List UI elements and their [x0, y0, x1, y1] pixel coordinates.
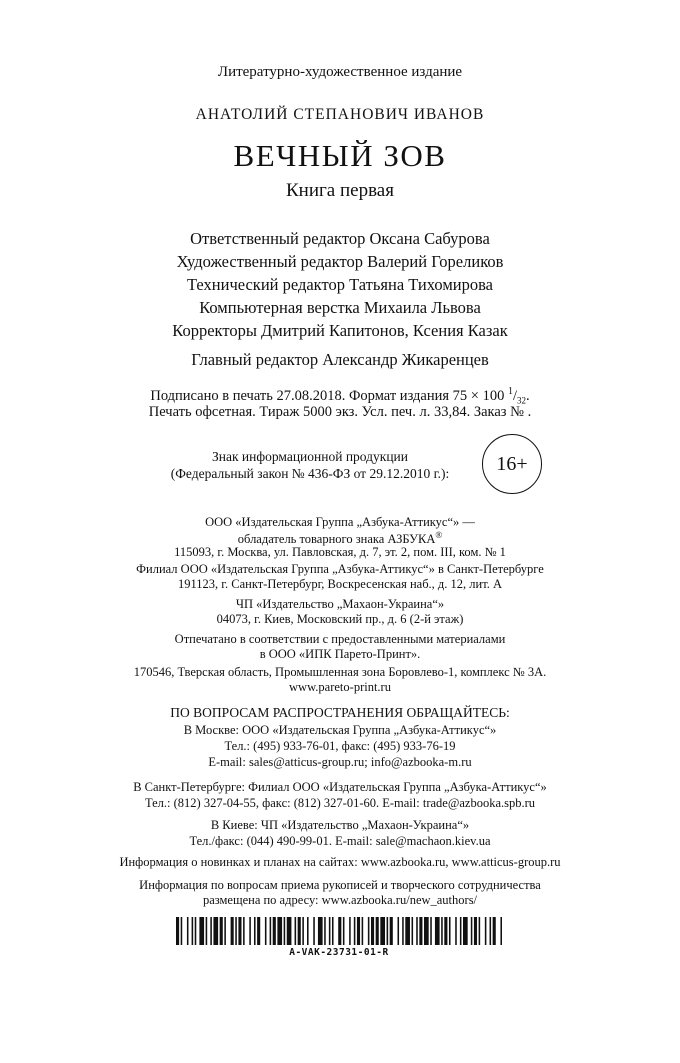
staff-line: Художественный редактор Валерий Гореликов: [176, 252, 504, 271]
barcode-bar: [397, 917, 399, 945]
imprint-line: www.pareto-print.ru: [289, 680, 391, 694]
age-rating-badge: [482, 434, 542, 494]
barcode-bar: [479, 917, 481, 945]
barcode-bar: [485, 917, 487, 945]
barcode-bar: [402, 917, 404, 945]
barcode-icon: [176, 917, 502, 945]
distribution-line: В Санкт-Петербурге: Филиал ООО «Издательская Группа „Азбука-Аттикус“»: [133, 780, 547, 794]
websites-line: Информация о новинках и планах на сайтах: www.azbooka.ru, www.atticus-group.ru: [119, 855, 561, 869]
barcode-bar: [435, 917, 440, 945]
distribution-line: Тел.: (812) 327-04-55, факс: (812) 327-01-60. E-mail: trade@azbooka.spb.ru: [144, 796, 536, 810]
barcode-bar: [354, 917, 356, 945]
age-rating-law: (Федеральный закон № 436-ФЗ от 29.12.2010 г.):: [170, 466, 450, 481]
barcode-bar: [298, 917, 301, 945]
barcode-bar: [287, 917, 292, 945]
barcode-bar: [249, 917, 251, 945]
imprint-line: Отпечатано в соответствии с предоставленными материалами: [174, 632, 506, 646]
barcode-bar: [474, 917, 477, 945]
barcode-bar: [368, 917, 370, 945]
barcode-bar: [449, 917, 451, 945]
staff-line: Технический редактор Татьяна Тихомирова: [186, 275, 493, 294]
barcode-bar: [254, 917, 256, 945]
distribution-line: В Киеве: ЧП «Издательство „Махаон-Украина“»: [210, 818, 470, 832]
barcode-bar: [307, 917, 309, 945]
barcode-text: A-VAK-23731-01-R: [289, 947, 389, 958]
barcode-bar: [235, 917, 237, 945]
barcode-bar: [324, 917, 326, 945]
barcode-bar: [343, 917, 345, 945]
barcode-bar: [441, 917, 443, 945]
barcode-bar: [349, 917, 351, 945]
barcode-bar: [206, 917, 208, 945]
staff-line: Компьютерная верстка Михаила Львова: [199, 298, 481, 317]
print-info-line-2: Печать офсетная. Тираж 5000 экз. Усл. печ. л. 33,84. Заказ № .: [148, 404, 532, 420]
barcode-bar: [318, 917, 323, 945]
genre-line: Литературно-художественное издание: [217, 64, 463, 80]
imprint-line: 191123, г. Санкт-Петербург, Воскресенская наб., д. 12, лит. А: [177, 577, 503, 591]
barcode-bar: [471, 917, 473, 945]
barcode-bar: [419, 917, 422, 945]
barcode-bar: [220, 917, 223, 945]
barcode-bar: [210, 917, 212, 945]
barcode-bar: [362, 917, 364, 945]
barcode-bar: [444, 917, 447, 945]
imprint-line: ООО «Издательская Группа „Азбука-Аттикус“» —: [205, 515, 475, 529]
imprint-line: 115093, г. Москва, ул. Павловская, д. 7, эт. 2, пом. III, ком. № 1: [174, 545, 506, 559]
distribution-line: В Москве: ООО «Издательская Группа „Азбука-Аттикус“»: [183, 723, 497, 737]
distribution-line: E-mail: sales@atticus-group.ru; info@azbooka-m.ru: [208, 755, 472, 769]
barcode-bar: [390, 917, 393, 945]
barcode-bar: [181, 917, 183, 945]
barcode-bar: [238, 917, 241, 945]
manuscripts-line: Информация по вопросам приема рукописей и творческого сотрудничества: [139, 878, 541, 892]
barcode-bar: [231, 917, 234, 945]
barcode-bar: [493, 917, 496, 945]
barcode-bar: [199, 917, 204, 945]
imprint-line: обладатель товарного знака АЗБУКА®: [237, 530, 443, 547]
barcode-bar: [424, 917, 429, 945]
distribution-line: Тел./факс: (044) 490-99-01. E-mail: sale@machaon.kiev.ua: [189, 834, 491, 848]
barcode-bar: [257, 917, 260, 945]
barcode-bar: [412, 917, 414, 945]
imprint-line: ЧП «Издательство „Махаон-Украина“»: [235, 597, 445, 611]
barcode-bar: [387, 917, 389, 945]
barcode-bar: [265, 917, 267, 945]
barcode-bar: [224, 917, 226, 945]
barcode-bar: [490, 917, 492, 945]
barcode-bar: [213, 917, 218, 945]
barcode-bar: [455, 917, 457, 945]
barcode-bar: [329, 917, 331, 945]
barcode-bar: [338, 917, 341, 945]
distribution-line: Тел.: (495) 933-76-01, факс: (495) 933-76-19: [224, 739, 456, 753]
imprint-line: в ООО «ИПК Парето-Принт».: [259, 647, 421, 661]
distribution-heading: ПО ВОПРОСАМ РАСПРОСТРАНЕНИЯ ОБРАЩАЙТЕСЬ:: [170, 705, 510, 720]
registered-mark-icon: ®: [435, 530, 443, 540]
barcode-bar: [371, 917, 374, 945]
age-rating-label: Знак информационной продукции: [211, 449, 409, 464]
barcode-bar: [416, 917, 418, 945]
imprint-line: Филиал ООО «Издательская Группа „Азбука-Аттикус“» в Санкт-Петербурге: [136, 562, 544, 576]
barcode-bar: [187, 917, 189, 945]
book-title: ВЕЧНЫЙ ЗОВ: [233, 138, 447, 173]
barcode-bar: [284, 917, 286, 945]
barcode-bar: [277, 917, 282, 945]
barcode-bar: [430, 917, 432, 945]
barcode-bar: [302, 917, 304, 945]
staff-line: Корректоры Дмитрий Капитонов, Ксения Казак: [172, 321, 508, 340]
barcode-bar: [313, 917, 315, 945]
barcode-bar: [500, 917, 502, 945]
barcode-bar: [176, 917, 179, 945]
barcode-bar: [332, 917, 334, 945]
barcode-bar: [195, 917, 197, 945]
barcode-bar: [357, 917, 360, 945]
print-info-line-1: Подписано в печать 27.08.2018. Формат издания 75 × 100 $^1/_{32}$.: [150, 386, 530, 406]
staff-line: Ответственный редактор Оксана Сабурова: [190, 229, 490, 248]
barcode-bar: [295, 917, 297, 945]
barcode-bar: [405, 917, 410, 945]
chief-editor: Главный редактор Александр Жикаренцев: [191, 350, 489, 369]
barcode-bar: [376, 917, 379, 945]
barcode-bar: [460, 917, 462, 945]
imprint-line: 04073, г. Киев, Московский пр., д. 6 (2-й этаж): [216, 612, 464, 626]
barcode-bar: [270, 917, 272, 945]
barcode-bar: [243, 917, 245, 945]
barcode-bar: [380, 917, 385, 945]
age-rating-value: 16+: [496, 452, 528, 475]
imprint-line: 170546, Тверская область, Промышленная зона Боровлево-1, комплекс № 3А.: [133, 665, 547, 679]
manuscripts-address: размещена по адресу: www.azbooka.ru/new_authors/: [202, 893, 478, 907]
author-name: АНАТОЛИЙ СТЕПАНОВИЧ ИВАНОВ: [195, 106, 485, 123]
book-subtitle: Книга первая: [286, 180, 394, 201]
barcode-bar: [192, 917, 194, 945]
barcode-bar: [273, 917, 276, 945]
barcode-bar: [463, 917, 468, 945]
